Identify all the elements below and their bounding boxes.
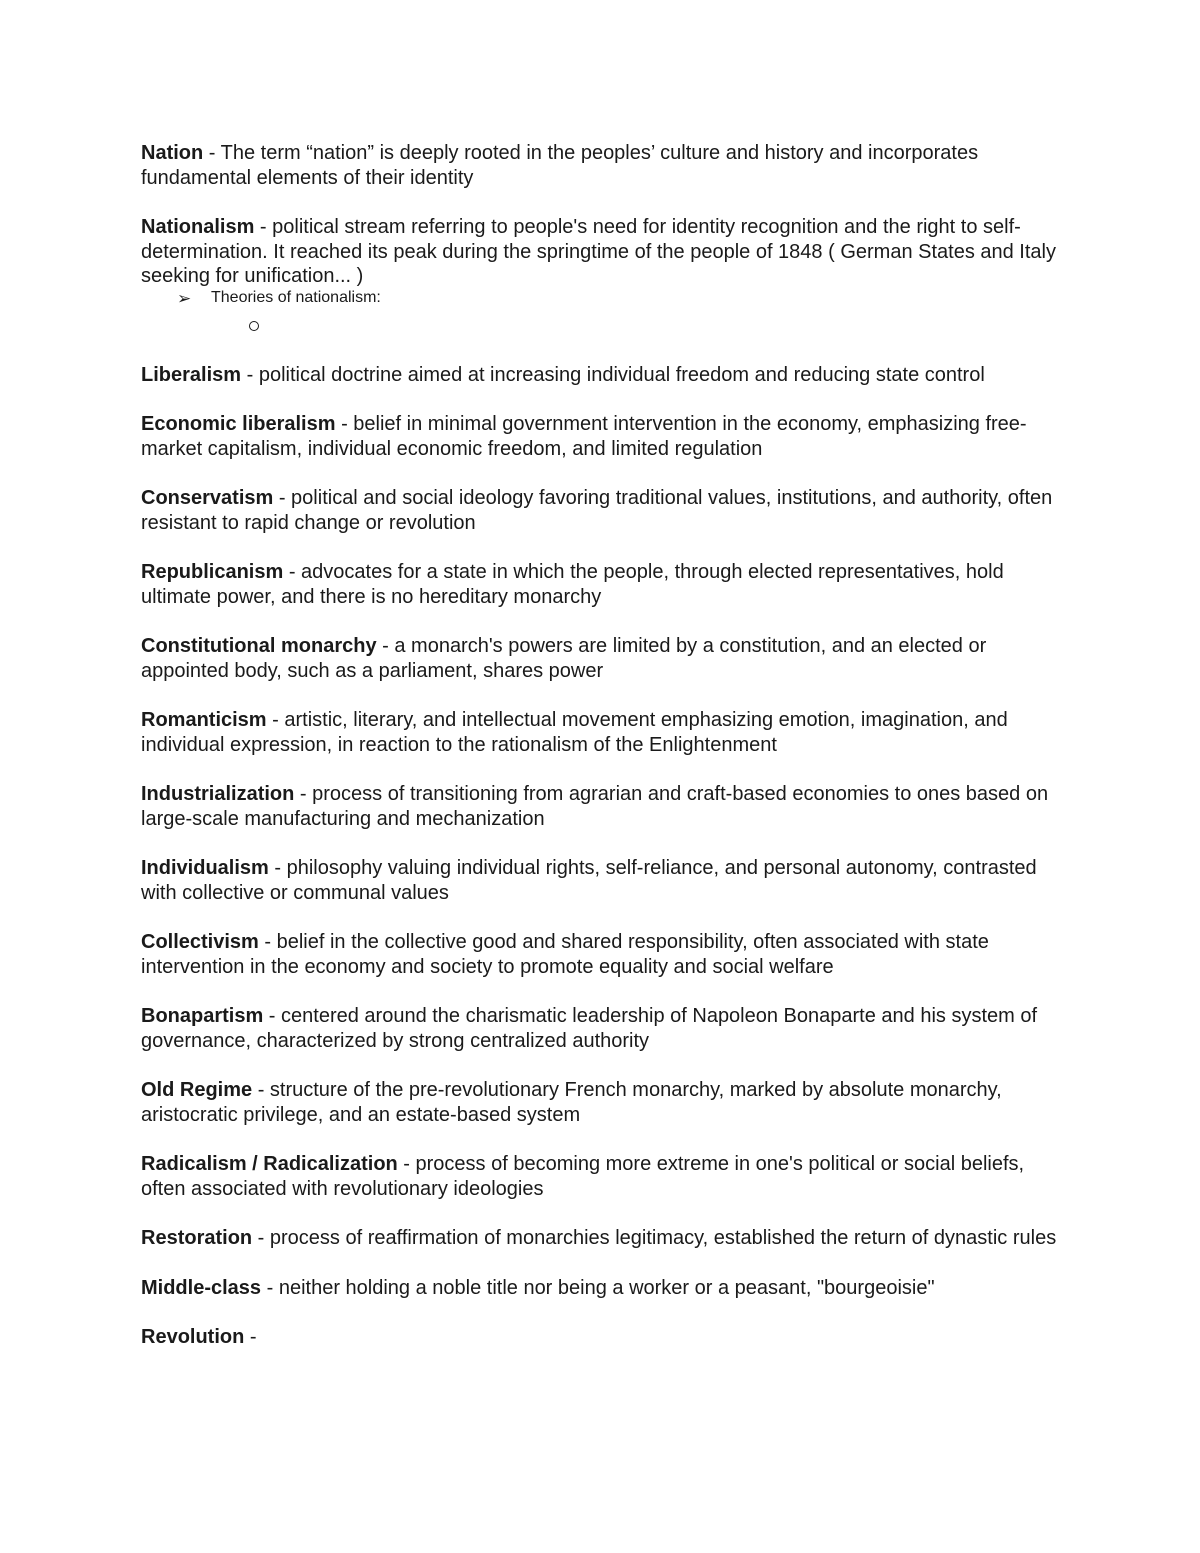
- circle-bullet-icon: [249, 321, 259, 331]
- term: Individualism: [141, 857, 269, 879]
- entry-romanticism: [141, 708, 1071, 757]
- term: Radicalism / Radicalization: [141, 1153, 398, 1175]
- definition: - political stream referring to people's need for identity recognition and the right to self-determination. It reached its peak during the springtime of the people of 1848 ( German States and Italy seeking for unification... ): [141, 216, 1056, 287]
- term: Romanticism: [141, 709, 267, 731]
- definition: - The term “nation” is deeply rooted in the peoples’ culture and history and incorporates fundamental elements of their identity: [141, 142, 979, 189]
- term: Restoration: [141, 1227, 253, 1249]
- entry-restoration: [141, 1226, 1071, 1251]
- entry-constitutional-monarchy: [141, 634, 1071, 683]
- term: Republicanism: [141, 561, 284, 583]
- list-item: [141, 289, 1071, 314]
- definition: - belief in the collective good and shared responsibility, often associated with state intervention in the economy and society to promote equality and social welfare: [141, 931, 989, 978]
- definition: - political and social ideology favoring traditional values, institutions, and authority, often resistant to rapid change or revolution: [141, 487, 1053, 534]
- term: Nation: [141, 142, 204, 164]
- definition: - neither holding a noble title nor being a worker or a peasant, "bourgeoisie": [261, 1276, 935, 1299]
- definition: - process of transitioning from agrarian and craft-based economies to ones based on large-scale manufacturing and mechanization: [141, 783, 1049, 830]
- term: Nationalism: [141, 216, 255, 238]
- entry-nation: [141, 141, 1071, 190]
- term: Liberalism: [141, 363, 242, 386]
- list-item-nested: [141, 313, 1071, 338]
- entry-nationalism-block: [141, 215, 1071, 338]
- term: Collectivism: [141, 931, 259, 953]
- entry-nationalism: [141, 215, 1071, 289]
- term: Middle-class: [141, 1276, 262, 1299]
- definition: - process of becoming more extreme in one's political or social beliefs, often associated with revolutionary ideologies: [141, 1153, 1025, 1200]
- definition: - a monarch's powers are limited by a constitution, and an elected or appointed body, such as a parliament, shares power: [141, 635, 987, 682]
- term: Bonapartism: [141, 1005, 264, 1027]
- term: Economic liberalism: [141, 413, 336, 435]
- entry-conservatism: [141, 486, 1071, 535]
- definition: - centered around the charismatic leadership of Napoleon Bonaparte and his system of governance, characterized by strong centralized authority: [141, 1005, 1038, 1052]
- entry-bonapartism: [141, 1004, 1071, 1053]
- entry-old-regime: [141, 1078, 1071, 1127]
- entry-revolution: [141, 1325, 1071, 1350]
- definition: - advocates for a state in which the people, through elected representatives, hold ultimate power, and there is no hereditary monarchy: [141, 561, 1004, 608]
- definition: - philosophy valuing individual rights, self-reliance, and personal autonomy, contrasted with collective or communal values: [141, 857, 1037, 904]
- term: Constitutional monarchy: [141, 635, 377, 657]
- entry-individualism: [141, 856, 1071, 905]
- bullet-text: Theories of nationalism:: [211, 288, 381, 306]
- definition: - political doctrine aimed at increasing individual freedom and reducing state control: [241, 363, 985, 386]
- term: Industrialization: [141, 783, 295, 805]
- document-body: [141, 141, 1071, 1375]
- entry-middle-class: [141, 1276, 1071, 1301]
- definition: - structure of the pre-revolutionary French monarchy, marked by absolute monarchy, aristocratic privilege, and an estate-based system: [141, 1079, 1002, 1126]
- arrow-bullet-icon: ➢: [177, 288, 192, 308]
- entry-radicalism: [141, 1152, 1071, 1201]
- entry-economic-liberalism: [141, 412, 1071, 461]
- entry-industrialization: [141, 782, 1071, 831]
- entry-republicanism: [141, 560, 1071, 609]
- entry-liberalism: [141, 363, 1071, 388]
- term: Conservatism: [141, 487, 274, 509]
- definition: - belief in minimal government intervention in the economy, emphasizing free-market capitalism, individual economic freedom, and limited regulation: [141, 413, 1027, 460]
- definition: - artistic, literary, and intellectual movement emphasizing emotion, imagination, and individual expression, in reaction to the rationalism of the Enlightenment: [141, 709, 1008, 756]
- term: Revolution: [141, 1326, 245, 1348]
- definition: -: [244, 1326, 257, 1348]
- entry-collectivism: [141, 930, 1071, 979]
- definition: - process of reaffirmation of monarchies legitimacy, established the return of dynastic rules: [252, 1227, 1057, 1249]
- term: Old Regime: [141, 1079, 253, 1101]
